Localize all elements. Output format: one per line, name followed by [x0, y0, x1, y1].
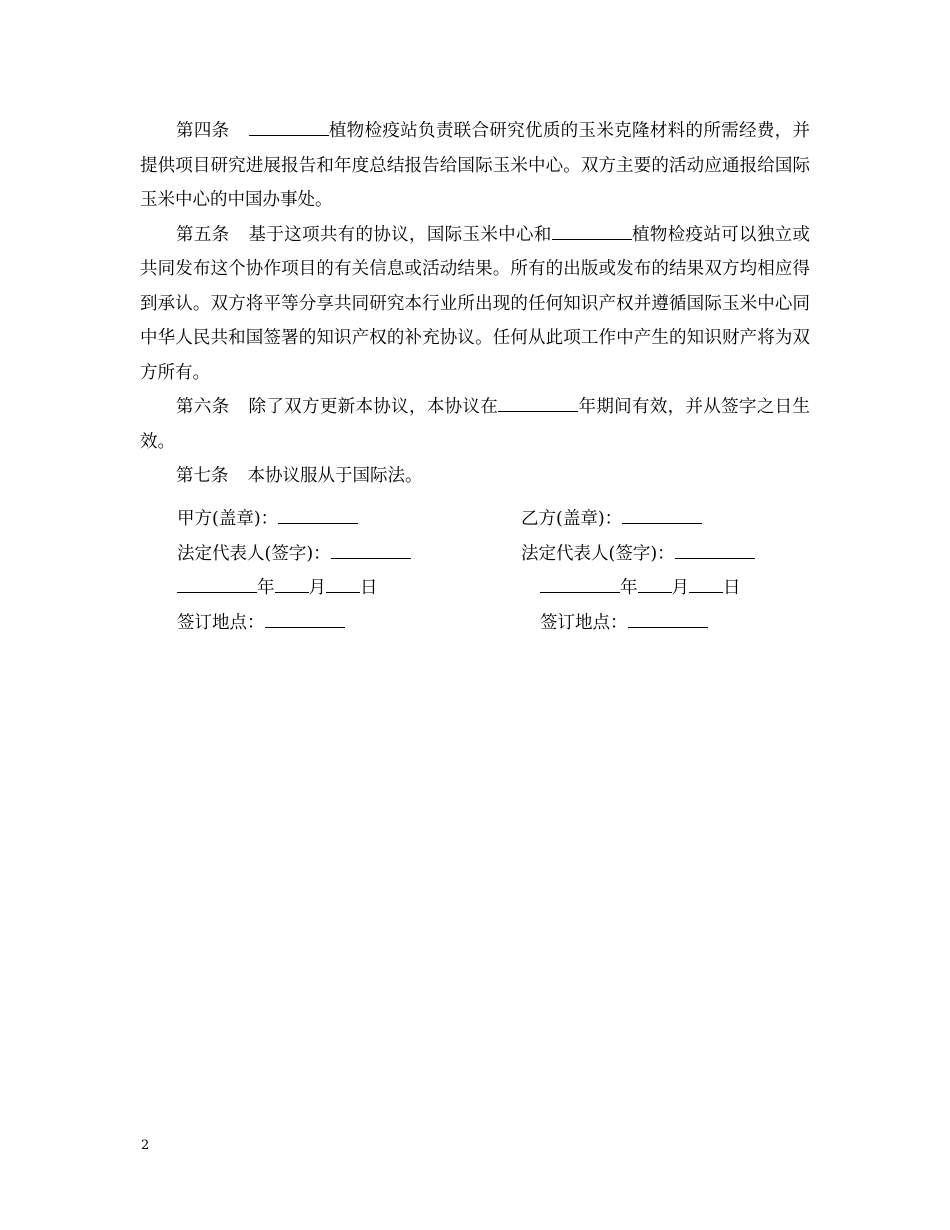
- blank-field: [265, 607, 345, 628]
- blank-field: [498, 391, 578, 412]
- party-b-seal: 乙方(盖章)：: [521, 502, 702, 537]
- blank-field: [552, 219, 632, 240]
- party-a-seal: 甲方(盖章)：: [177, 502, 358, 537]
- party-a-date: 年 月 日: [177, 571, 378, 606]
- party-b-representative: 法定代表人(签字)：: [521, 537, 755, 572]
- blank-field: [177, 572, 257, 593]
- blank-field: [628, 607, 708, 628]
- party-a-representative: 法定代表人(签字)：: [177, 537, 411, 572]
- blank-field: [689, 572, 723, 593]
- article-number: 第四条: [176, 121, 230, 141]
- article-6: 第六条 除了双方更新本协议，本协议在 年期间有效，并从签字之日生效。: [140, 390, 810, 459]
- article-number: 第五条: [176, 224, 230, 245]
- party-b-date: 年 月 日: [540, 571, 741, 606]
- page-number: 2: [141, 1138, 150, 1153]
- article-number: 第七条: [176, 466, 229, 486]
- blank-field: [249, 115, 329, 136]
- party-a-place: 签订地点：: [177, 606, 345, 641]
- blank-field: [540, 572, 620, 593]
- blank-field: [675, 538, 755, 559]
- blank-field: [622, 503, 702, 524]
- contract-body: [140, 114, 810, 494]
- blank-field: [638, 572, 672, 593]
- blank-field: [326, 572, 360, 593]
- blank-field: [331, 538, 411, 559]
- party-b-place: 签订地点：: [540, 606, 708, 641]
- blank-field: [278, 503, 358, 524]
- article-number: 第六条: [176, 397, 230, 417]
- article-7: 第七条 本协议服从于国际法。: [176, 466, 423, 486]
- blank-field: [275, 572, 309, 593]
- article-5: 第五条 基于这项共有的协议，国际玉米中心和 植物检疫站可以独立或共同发布这个协作项目的有关信息或活动结果。所有的出版或发布的结果双方均相应得到承认。双方将平等分享共同研究本行业所出现的任何知识产权并遵循国际玉米中心同中华人民共和国签署的知识产权的补充协议。任何从此项工作中产生的知识财产将为双方所有。: [140, 218, 810, 391]
- article-4: 第四条 植物检疫站负责联合研究优质的玉米克隆材料的所需经费，并提供项目研究进展报告和年度总结报告给国际玉米中心。双方主要的活动应通报给国际玉米中心的中国办事处。: [140, 114, 810, 218]
